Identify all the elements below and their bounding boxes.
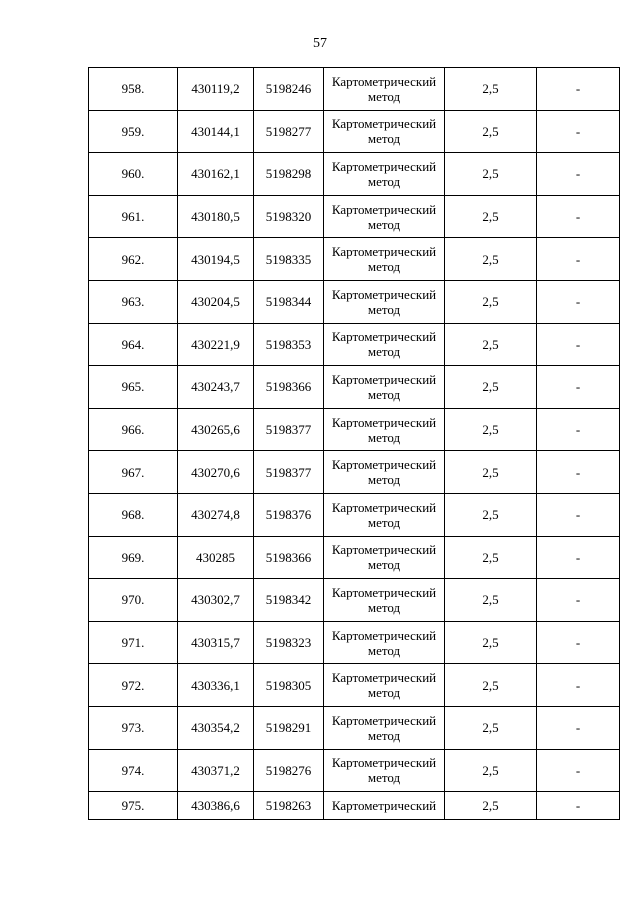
table-row bbox=[89, 792, 620, 820]
x-coordinate-cell: 430354,2 bbox=[178, 706, 254, 749]
y-coordinate-cell: 5198366 bbox=[254, 366, 324, 409]
accuracy-cell: 2,5 bbox=[445, 153, 537, 196]
y-coordinate-cell: 5198246 bbox=[254, 68, 324, 111]
note-cell: - bbox=[537, 493, 620, 536]
x-coordinate-cell: 430302,7 bbox=[178, 579, 254, 622]
accuracy-cell: 2,5 bbox=[445, 323, 537, 366]
accuracy-cell: 2,5 bbox=[445, 792, 537, 820]
x-coordinate-cell: 430243,7 bbox=[178, 366, 254, 409]
y-coordinate-cell: 5198344 bbox=[254, 280, 324, 323]
note-cell: - bbox=[537, 153, 620, 196]
method-text: Картометрический метод bbox=[331, 371, 437, 402]
y-coordinate-cell: 5198366 bbox=[254, 536, 324, 579]
method-cell bbox=[324, 493, 445, 536]
note-cell: - bbox=[537, 621, 620, 664]
x-coordinate-cell: 430119,2 bbox=[178, 68, 254, 111]
y-coordinate-cell: 5198305 bbox=[254, 664, 324, 707]
point-number-cell: 959. bbox=[89, 110, 178, 153]
table-row bbox=[89, 68, 620, 111]
accuracy-cell: 2,5 bbox=[445, 238, 537, 281]
y-coordinate-cell: 5198377 bbox=[254, 408, 324, 451]
method-text: Картометрический метод bbox=[331, 584, 437, 615]
point-number-cell: 961. bbox=[89, 195, 178, 238]
point-number-cell: 974. bbox=[89, 749, 178, 792]
note-cell: - bbox=[537, 664, 620, 707]
accuracy-cell: 2,5 bbox=[445, 366, 537, 409]
y-coordinate-cell: 5198298 bbox=[254, 153, 324, 196]
method-cell bbox=[324, 153, 445, 196]
y-coordinate-cell: 5198376 bbox=[254, 493, 324, 536]
x-coordinate-cell: 430162,1 bbox=[178, 153, 254, 196]
x-coordinate-cell: 430274,8 bbox=[178, 493, 254, 536]
note-cell: - bbox=[537, 749, 620, 792]
point-number-cell: 972. bbox=[89, 664, 178, 707]
note-cell: - bbox=[537, 323, 620, 366]
method-text: Картометрический метод bbox=[331, 542, 437, 573]
method-cell bbox=[324, 451, 445, 494]
method-cell bbox=[324, 749, 445, 792]
table-row bbox=[89, 153, 620, 196]
x-coordinate-cell: 430371,2 bbox=[178, 749, 254, 792]
method-cell bbox=[324, 280, 445, 323]
accuracy-cell: 2,5 bbox=[445, 68, 537, 111]
table-row bbox=[89, 536, 620, 579]
note-cell: - bbox=[537, 110, 620, 153]
point-number-cell: 967. bbox=[89, 451, 178, 494]
accuracy-cell: 2,5 bbox=[445, 664, 537, 707]
x-coordinate-cell: 430336,1 bbox=[178, 664, 254, 707]
table-row bbox=[89, 706, 620, 749]
accuracy-cell: 2,5 bbox=[445, 110, 537, 153]
y-coordinate-cell: 5198263 bbox=[254, 792, 324, 820]
method-text: Картометрический метод bbox=[331, 414, 437, 445]
accuracy-cell: 2,5 bbox=[445, 579, 537, 622]
table-row bbox=[89, 280, 620, 323]
method-text: Картометрический метод bbox=[331, 670, 437, 701]
method-cell bbox=[324, 366, 445, 409]
method-text: Картометрический метод bbox=[331, 158, 437, 189]
method-text: Картометрический метод bbox=[331, 201, 437, 232]
method-cell bbox=[324, 792, 445, 820]
table-row bbox=[89, 493, 620, 536]
point-number-cell: 963. bbox=[89, 280, 178, 323]
method-text: Картометрический метод bbox=[331, 116, 437, 147]
x-coordinate-cell: 430315,7 bbox=[178, 621, 254, 664]
note-cell: - bbox=[537, 366, 620, 409]
x-coordinate-cell: 430386,6 bbox=[178, 792, 254, 820]
point-number-cell: 958. bbox=[89, 68, 178, 111]
note-cell: - bbox=[537, 238, 620, 281]
table-row bbox=[89, 238, 620, 281]
note-cell: - bbox=[537, 68, 620, 111]
method-text: Картометрический метод bbox=[331, 73, 437, 104]
method-cell bbox=[324, 68, 445, 111]
method-text: Картометрический bbox=[331, 798, 437, 814]
y-coordinate-cell: 5198291 bbox=[254, 706, 324, 749]
method-text: Картометрический метод bbox=[331, 329, 437, 360]
x-coordinate-cell: 430221,9 bbox=[178, 323, 254, 366]
method-cell bbox=[324, 621, 445, 664]
table-row bbox=[89, 408, 620, 451]
y-coordinate-cell: 5198353 bbox=[254, 323, 324, 366]
method-text: Картометрический метод bbox=[331, 499, 437, 530]
accuracy-cell: 2,5 bbox=[445, 493, 537, 536]
table-row bbox=[89, 110, 620, 153]
point-number-cell: 962. bbox=[89, 238, 178, 281]
point-number-cell: 966. bbox=[89, 408, 178, 451]
table-row bbox=[89, 366, 620, 409]
x-coordinate-cell: 430204,5 bbox=[178, 280, 254, 323]
x-coordinate-cell: 430194,5 bbox=[178, 238, 254, 281]
table-row bbox=[89, 323, 620, 366]
table-row bbox=[89, 664, 620, 707]
point-number-cell: 969. bbox=[89, 536, 178, 579]
note-cell: - bbox=[537, 536, 620, 579]
y-coordinate-cell: 5198277 bbox=[254, 110, 324, 153]
point-number-cell: 960. bbox=[89, 153, 178, 196]
method-cell bbox=[324, 706, 445, 749]
coordinates-table bbox=[88, 67, 620, 820]
method-text: Картометрический метод bbox=[331, 627, 437, 658]
point-number-cell: 965. bbox=[89, 366, 178, 409]
y-coordinate-cell: 5198335 bbox=[254, 238, 324, 281]
method-cell bbox=[324, 110, 445, 153]
y-coordinate-cell: 5198320 bbox=[254, 195, 324, 238]
method-cell bbox=[324, 408, 445, 451]
note-cell: - bbox=[537, 579, 620, 622]
table-row bbox=[89, 749, 620, 792]
method-cell bbox=[324, 238, 445, 281]
method-cell bbox=[324, 579, 445, 622]
accuracy-cell: 2,5 bbox=[445, 195, 537, 238]
method-text: Картометрический метод bbox=[331, 286, 437, 317]
method-text: Картометрический метод bbox=[331, 457, 437, 488]
method-cell bbox=[324, 195, 445, 238]
x-coordinate-cell: 430270,6 bbox=[178, 451, 254, 494]
point-number-cell: 970. bbox=[89, 579, 178, 622]
method-text: Картометрический метод bbox=[331, 244, 437, 275]
point-number-cell: 975. bbox=[89, 792, 178, 820]
table-row bbox=[89, 195, 620, 238]
accuracy-cell: 2,5 bbox=[445, 451, 537, 494]
x-coordinate-cell: 430180,5 bbox=[178, 195, 254, 238]
x-coordinate-cell: 430285 bbox=[178, 536, 254, 579]
point-number-cell: 973. bbox=[89, 706, 178, 749]
y-coordinate-cell: 5198377 bbox=[254, 451, 324, 494]
point-number-cell: 968. bbox=[89, 493, 178, 536]
note-cell: - bbox=[537, 408, 620, 451]
x-coordinate-cell: 430265,6 bbox=[178, 408, 254, 451]
y-coordinate-cell: 5198276 bbox=[254, 749, 324, 792]
note-cell: - bbox=[537, 792, 620, 820]
accuracy-cell: 2,5 bbox=[445, 706, 537, 749]
method-cell bbox=[324, 664, 445, 707]
note-cell: - bbox=[537, 706, 620, 749]
note-cell: - bbox=[537, 451, 620, 494]
y-coordinate-cell: 5198342 bbox=[254, 579, 324, 622]
accuracy-cell: 2,5 bbox=[445, 280, 537, 323]
method-text: Картометрический метод bbox=[331, 755, 437, 786]
table-row bbox=[89, 451, 620, 494]
accuracy-cell: 2,5 bbox=[445, 536, 537, 579]
method-text: Картометрический метод bbox=[331, 712, 437, 743]
accuracy-cell: 2,5 bbox=[445, 621, 537, 664]
method-cell bbox=[324, 323, 445, 366]
point-number-cell: 971. bbox=[89, 621, 178, 664]
accuracy-cell: 2,5 bbox=[445, 408, 537, 451]
page-number: 57 bbox=[313, 36, 327, 51]
note-cell: - bbox=[537, 280, 620, 323]
method-cell bbox=[324, 536, 445, 579]
point-number-cell: 964. bbox=[89, 323, 178, 366]
table-body bbox=[89, 68, 620, 820]
y-coordinate-cell: 5198323 bbox=[254, 621, 324, 664]
table-row bbox=[89, 621, 620, 664]
table-row bbox=[89, 579, 620, 622]
accuracy-cell: 2,5 bbox=[445, 749, 537, 792]
note-cell: - bbox=[537, 195, 620, 238]
x-coordinate-cell: 430144,1 bbox=[178, 110, 254, 153]
